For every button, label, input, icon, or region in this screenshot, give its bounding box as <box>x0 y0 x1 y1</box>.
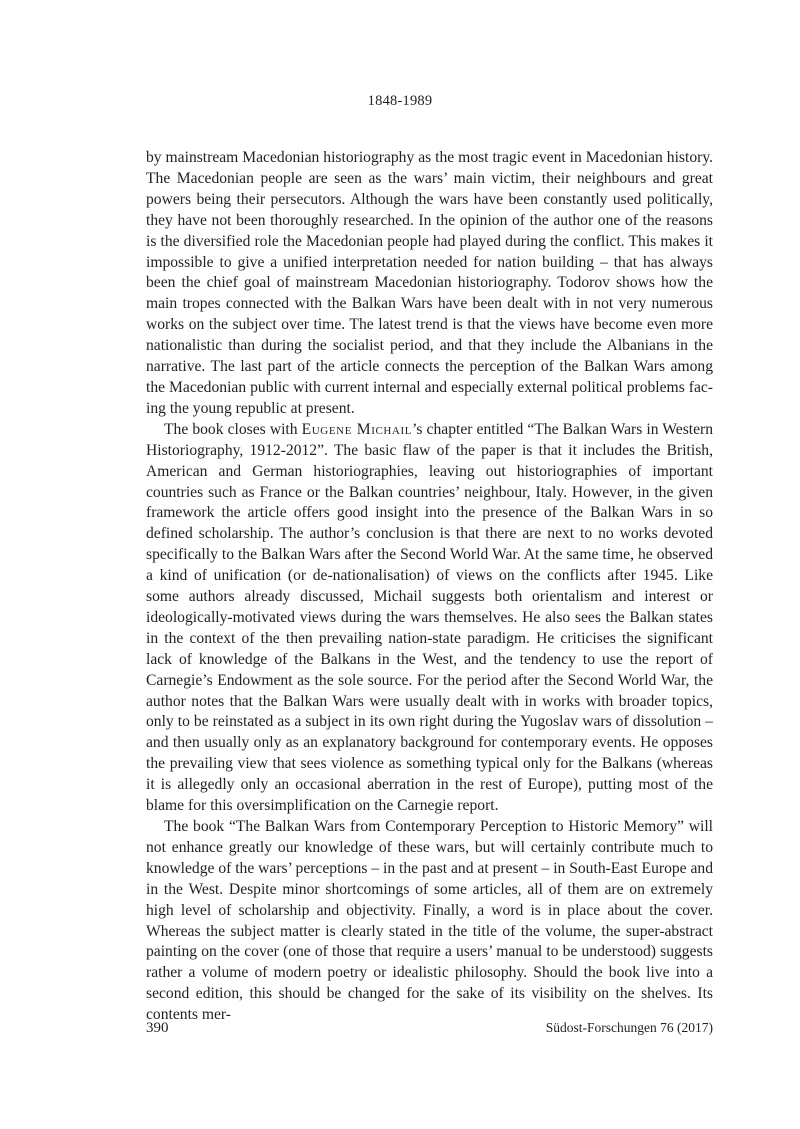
paragraph-2-rest: ’s chapter entitled “The Balkan Wars in Western Historiography, 1912-2012”. The basic flaw of the paper is that it includes the British, American and German historiographies, leaving out historiographies of important countries such as France or the Balkan countries’ neighbour, Italy. However, in the given framework the article offers good insight into the presence of the Balkan Wars in so defined scholarship. The author’s conclusion is that there are next to no works devoted specifically to the Balkan Wars after the Second World War. At the same time, he observed a kind of unification (or de-nationalisation) of views on the conflicts after 1945. Like some authors already discussed, Michail suggests both orientalism and interest or ideologically-motivated views during the wars themselves. He also sees the Balkan states in the context of the then prevailing nation-state paradigm. He criticises the significant lack of knowledge of the Balkans in the West, and the tendency to use the report of Carnegie’s Endowment as the sole source. For the period after the Second World War, the author notes that the Balkan Wars were usually dealt with in works with broader topics, only to be reinstated as a subject in its own right during the Yugoslav wars of dissolution – and then usually only as an explanatory background for contemporary events. He opposes the prevailing view that sees violence as something typical only for the Balkans (whereas it is allegedly only an occasional aberration in the rest of Europe), putting most of the blame for this oversimplification on the Carnegie report. <box>146 420 714 815</box>
page-number: 390 <box>146 1020 169 1036</box>
paragraph-3: The book “The Balkan Wars from Contemporary Perception to Historic Memory” will not enhance greatly our knowledge of these wars, but will certainly contribute much to knowledge of the wars’ perceptions – in the past and at present – in South-East Europe and in the West. Despite minor shortcomings of some articles, all of them are on extremely high level of scholarship and objectivity. Finally, a word is in place about the cover. Whereas the subject matter is clearly stated in the title of the volume, the super-abstract painting on the cover (one of those that require a users’ manual to be understood) suggests rather a volume of modern poetry or idealistic philosophy. Should the book live into a second edition, this should be changed for the sake of its visibility on the shelves. Its contents mer- <box>146 818 713 1024</box>
author-name: Eugene Michail <box>301 420 413 438</box>
page-footer <box>146 1020 713 1037</box>
paragraph-1: by mainstream Macedonian historiography as the most tragic event in Macedonian history. The Macedonian people are seen as the wars’ main victim, their neighbours and great powers being their persecutors. Although the wars have been constantly used politically, they have not been thoroughly researched. In the opinion of the author one of the reasons is the diversified role the Macedonian people had played during the conflict. This makes it impossible to give a unified interpretation needed for nation building – that has always been the chief goal of mainstream Macedonian historiography. Todorov shows how the main tropes connected with the Balkan Wars have been dealt with in not very numerous works on the subject over time. The latest trend is that the views have become even more nationalistic than during the socialist period, and that they include the Albanians in the narrative. The last part of the article connects the perception of the Balkan Wars among the Macedonian public with current internal and especially external political problems facing the young republic at present. <box>146 149 713 417</box>
paragraph-2 <box>146 420 713 817</box>
paragraph-2-lead: The book closes with <box>164 420 302 438</box>
running-title: 1848-1989 <box>367 93 433 109</box>
journal-citation: Südost-Forschungen 76 (2017) <box>545 1020 713 1035</box>
article-body <box>146 148 713 1026</box>
